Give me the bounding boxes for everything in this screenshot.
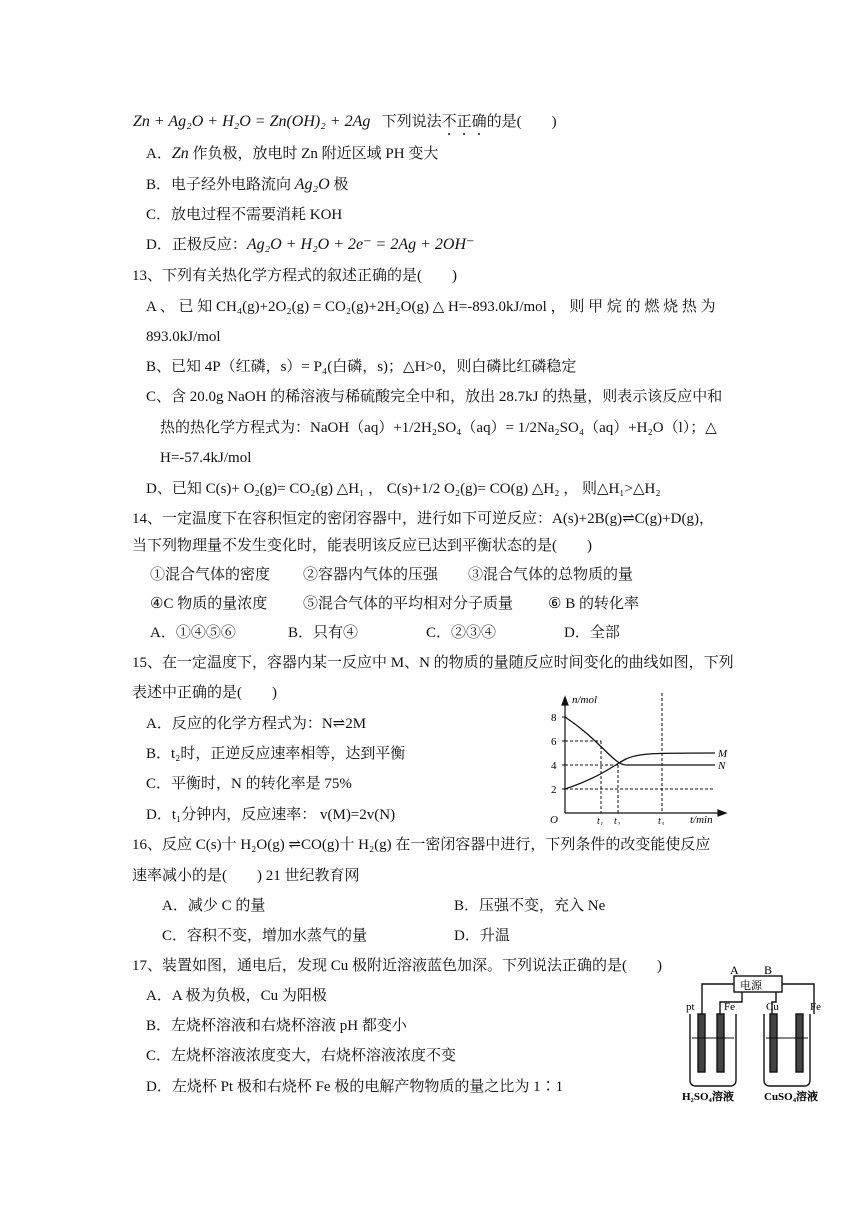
- q12-equation: Zn + Ag₂O + H₂O = Zn(OH)₂ + 2Ag: [133, 113, 371, 130]
- x-axis-arrow: [718, 810, 726, 816]
- q14-item: ①混合气体的密度: [150, 567, 271, 583]
- q14-items-row2: [150, 594, 639, 614]
- q14-option: C．②③④: [426, 625, 497, 641]
- q16-option: A．减少 C 的量: [162, 898, 266, 914]
- y-axis-label: n/mol: [572, 694, 598, 706]
- q16-option: C．容积不变，增加水蒸气的量: [162, 928, 368, 944]
- y-tick-label: 4: [551, 760, 557, 772]
- q14-item: ②容器内气体的压强: [303, 567, 439, 583]
- q15-stem-line2: 表述中正确的是( ): [132, 685, 277, 701]
- electrode-label: pt: [686, 1001, 695, 1013]
- q12-option-a: A．Zn 作负极，放电时 Zn 附近区域 PH 变大: [146, 145, 439, 162]
- q16-option: B．压强不变，充入 Ne: [454, 898, 606, 914]
- q17-stem: 17、装置如图，通电后，发现 Cu 极附近溶液蓝色加深。下列说法正确的是( ): [132, 958, 662, 974]
- q12-stem: Zn + Ag₂O + H₂O = Zn(OH)₂ + 2Ag 下列说法不正确的是( ): [133, 113, 557, 130]
- power-source-label: 电源: [740, 980, 762, 992]
- q14-stem-line2: 当下列物理量不发生变化时，能表明该反应已达到平衡状态的是( ): [132, 538, 592, 554]
- q13-option-d: D、已知 C(s)+ O₂(g)= CO₂(g) △H₁ ， C(s)+1/2 O₂(g)= CO(g) △H₂ ， 则△H₁>△H₂: [146, 481, 661, 497]
- q16-stem-line1: 16、反应 C(s)十 H₂O(g) ⇌CO(g)十 H₂(g) 在一密闭容器中进行，下列条件的改变能使反应: [132, 837, 711, 853]
- q13-option-c-line2: 热的热化学方程式为：NaOH（aq）+1/2H₂SO₄（aq）= 1/2Na₂SO₄（aq）+H₂O（l）；△: [160, 420, 717, 436]
- q13-option-b: B、已知 4P（红磷，s）= P₄(白磷，s)；△H>0，则白磷比红磷稳定: [146, 359, 577, 375]
- right-beaker-label: CuSO₄溶液: [764, 1091, 819, 1102]
- q13-option-a-line1: A 、 已 知 CH₄(g)+2O₂(g) = CO₂(g)+2H₂O(g) △ H=-893.0kJ/mol ， 则 甲 烷 的 燃 烧 热 为: [146, 299, 716, 315]
- q14-option: B．只有④: [288, 625, 359, 641]
- x-tick-label: t₃: [658, 816, 665, 825]
- q12-emphasis: 不正确: [441, 114, 487, 130]
- y-tick-label: 8: [551, 712, 557, 724]
- terminal-b-label: B: [764, 963, 773, 977]
- q12-option-c: C．放电过程不需要消耗 KOH: [146, 207, 343, 223]
- y-tick-label: 6: [551, 736, 557, 748]
- q17-option-a: A．A 极为负极，Cu 为阳极: [146, 988, 327, 1004]
- q13-option-c-line1: C、含 20.0g NaOH 的稀溶液与稀硫酸完全中和，放出 28.7kJ 的热量，则表示该反应中和: [146, 389, 723, 405]
- y-tick-label: 2: [551, 784, 557, 796]
- y-axis-arrow: [562, 697, 568, 705]
- q15-stem-line1: 15、在一定温度下，容器内某一反应中 M、N 的物质的量随反应时间变化的曲线如图，下列: [132, 655, 734, 671]
- q13-stem: 13、下列有关热化学方程式的叙述正确的是( ): [132, 268, 457, 284]
- q16-option: D．升温: [454, 928, 510, 944]
- fe-electrode-right: [796, 1014, 803, 1072]
- electrode-label: Fe: [810, 1001, 821, 1013]
- q15-graph: [540, 685, 730, 825]
- q16-options-row2: [162, 926, 510, 946]
- q15-option-d: D．t₁分钟内，反应速率： v(M)=2v(N): [146, 807, 396, 823]
- fe-electrode-left: [717, 1014, 724, 1072]
- q14-item: ④C 物质的量浓度: [150, 596, 268, 612]
- x-tick-label: t₂: [614, 816, 621, 825]
- series-line-M: [565, 753, 715, 789]
- q15-option-b: B．t₂时，正逆反应速率相等，达到平衡: [146, 746, 406, 762]
- q14-item: ③混合气体的总物质的量: [468, 567, 634, 583]
- q17-option-b: B．左烧杯溶液和右烧杯溶液 pH 都变小: [146, 1018, 407, 1034]
- origin-label: O: [550, 814, 558, 825]
- q16-options-row1: [162, 896, 605, 916]
- q15-option-a: A．反应的化学方程式为：N⇌2M: [146, 716, 367, 732]
- electrolysis-apparatus: [672, 962, 842, 1102]
- q14-item: ⑤混合气体的平均相对分子质量: [303, 596, 514, 612]
- x-axis-label: t/min: [690, 814, 713, 825]
- terminal-a-label: A: [730, 963, 739, 977]
- q14-option: A．①④⑤⑥: [150, 625, 236, 641]
- pt-electrode: [698, 1014, 705, 1072]
- q17-option-d: D．左烧杯 Pt 极和右烧杯 Fe 极的电解产物物质的量之比为 1∶1: [146, 1079, 564, 1095]
- q16-stem-line2: 速率减小的是( ) 21 世纪教育网: [132, 868, 360, 884]
- electrode-label: Fe: [724, 1001, 735, 1013]
- series-label: M: [718, 748, 728, 760]
- q12-option-b: B．电子经外电路流向 Ag₂O 极: [146, 176, 349, 193]
- q15-option-c: C．平衡时，N 的转化率是 75%: [146, 776, 352, 792]
- q14-items-row1: [150, 565, 633, 585]
- electrode-label: Cu: [766, 1001, 779, 1013]
- q14-option: D．全部: [564, 625, 620, 641]
- q14-stem-line1: 14、一定温度下在容积恒定的密闭容器中，进行如下可逆反应：A(s)+2B(g)⇌C(g)+D(g)，: [132, 511, 714, 527]
- q12-option-d: D．正极反应：Ag₂O + H₂O + 2e⁻ = 2Ag + 2OH⁻: [146, 236, 475, 253]
- q14-item: ⑥ B 的转化率: [548, 596, 639, 612]
- left-beaker: [690, 1014, 736, 1086]
- left-beaker-label: H₂SO₄溶液: [682, 1091, 734, 1102]
- q17-option-c: C．左烧杯溶液浓度变大，右烧杯溶液浓度不变: [146, 1048, 457, 1064]
- series-label: N: [718, 760, 726, 772]
- x-tick-label: t₁: [597, 816, 604, 825]
- cu-electrode: [770, 1014, 777, 1072]
- q13-option-c-line3: H=-57.4kJ/mol: [160, 450, 252, 466]
- q13-option-a-line2: 893.0kJ/mol: [146, 329, 221, 345]
- q14-options: [150, 623, 620, 643]
